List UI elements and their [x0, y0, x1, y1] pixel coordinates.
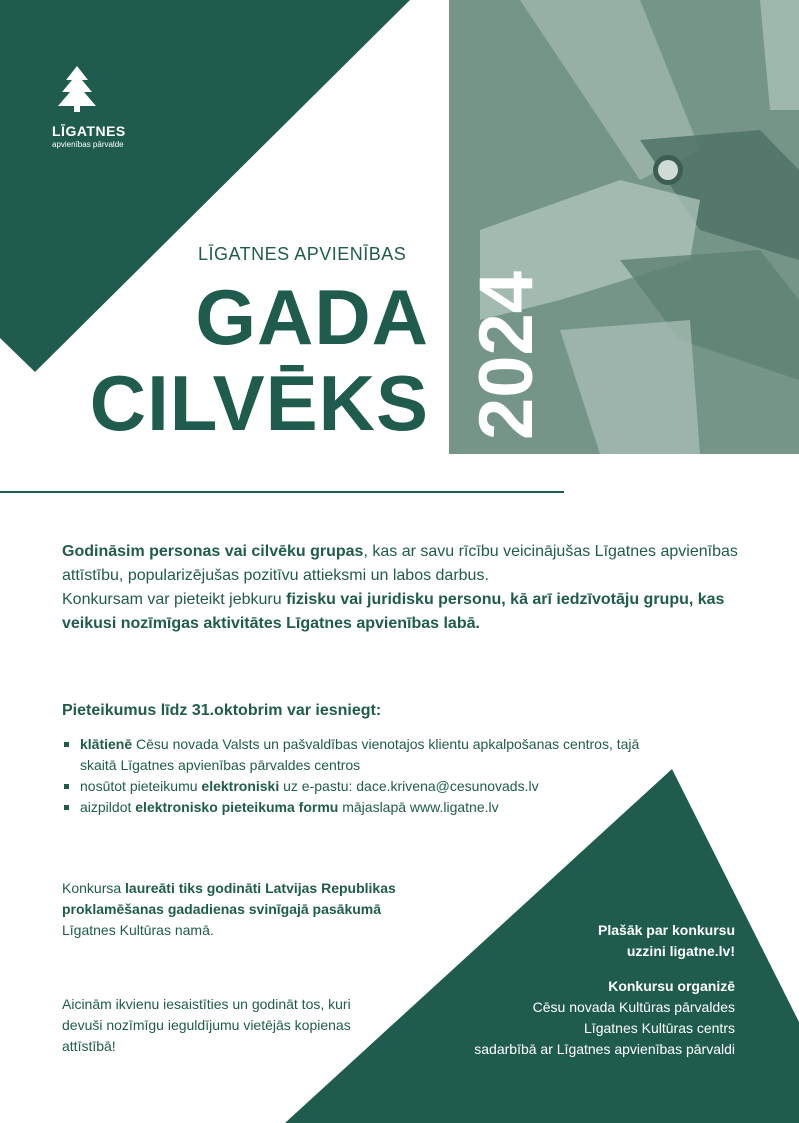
list-item-text: aizpildot — [80, 799, 136, 815]
submission-list — [62, 734, 662, 818]
laureates-text — [62, 878, 442, 941]
laureates-bold: laureāti tiks godināti Latvijas Republikas proklamēšanas gadadienas svinīgajā pasākumā — [62, 880, 396, 917]
submission-title: Pieteikumus līdz 31.oktobrim var iesniegt: — [62, 702, 382, 719]
logo-subtitle: apvienības pārvalde — [52, 140, 124, 149]
list-item — [62, 734, 662, 776]
list-item — [62, 797, 662, 818]
more-line-1: Plašāk par konkursu — [598, 922, 735, 938]
laureates-end: Līgatnes Kultūras namā. — [62, 922, 214, 938]
organizer — [474, 976, 735, 1060]
title-line-2: CILVĒKS — [89, 359, 429, 447]
organizer-title: Konkursu organizē — [608, 978, 735, 994]
list-item-text: mājaslapā www.ligatne.lv — [338, 799, 499, 815]
list-item-bold: klātienē — [80, 736, 133, 752]
logo-name: LĪGATNES — [52, 123, 126, 139]
list-item-bold: elektroniski — [201, 778, 280, 794]
list-item-bold: elektronisko pieteikuma formu — [135, 799, 339, 815]
intro-text-1: , kas ar savu rīcību veicinājušas Līgatnes apvienības attīstību, popularizējušas pozitīvu attieksmi un labos darbus. — [62, 543, 738, 584]
list-item-text: uz e-pastu: dace.krivena@cesunovads.lv — [279, 778, 539, 794]
divider-line — [0, 491, 564, 493]
invite-text: Aicinām ikvienu iesaistīties un godināt tos, kuri devuši nozīmīgu ieguldījumu vietējās kopienas attīstībā! — [62, 996, 351, 1054]
laureates-start: Konkursa — [62, 880, 126, 896]
intro-bold-2: fizisku vai juridisku personu, kā arī iedzīvotāju grupu, kas veikusi nozīmīgas aktivitātes Līgatnes apvienības labā. — [62, 591, 725, 632]
organizer-line-3: sadarbībā ar Līgatnes apvienības pārvaldi — [474, 1041, 735, 1057]
intro-text-2: Konkursam var pieteikt jebkuru — [62, 591, 287, 608]
bullet-icon — [64, 805, 69, 810]
intro-bold-1: Godināsim personas vai cilvēku grupas — [62, 543, 364, 560]
bullet-icon — [64, 742, 69, 747]
organizer-line-2: Līgatnes Kultūras centrs — [584, 1020, 735, 1036]
title-line-1: GADA — [195, 273, 429, 361]
tree-icon — [52, 64, 102, 114]
year-text: 2024 — [464, 270, 549, 440]
bullet-icon — [64, 784, 69, 789]
kicker: LĪGATNES APVIENĪBAS — [198, 244, 407, 264]
organizer-line-1: Cēsu novada Kultūras pārvaldes — [532, 999, 735, 1015]
more-line-2: uzzini ligatne.lv! — [626, 943, 735, 959]
list-item-text: nosūtot pieteikumu — [80, 778, 202, 794]
year-vertical — [452, 240, 552, 440]
list-item — [62, 776, 662, 797]
more-info — [598, 920, 735, 962]
list-item-text: Cēsu novada Valsts un pašvaldības vienotajos klientu apkalpošanas centros, tajā skaitā Līgatnes apvienības pārvaldes centros — [80, 736, 640, 773]
logo — [52, 64, 152, 149]
intro-text — [62, 540, 742, 636]
